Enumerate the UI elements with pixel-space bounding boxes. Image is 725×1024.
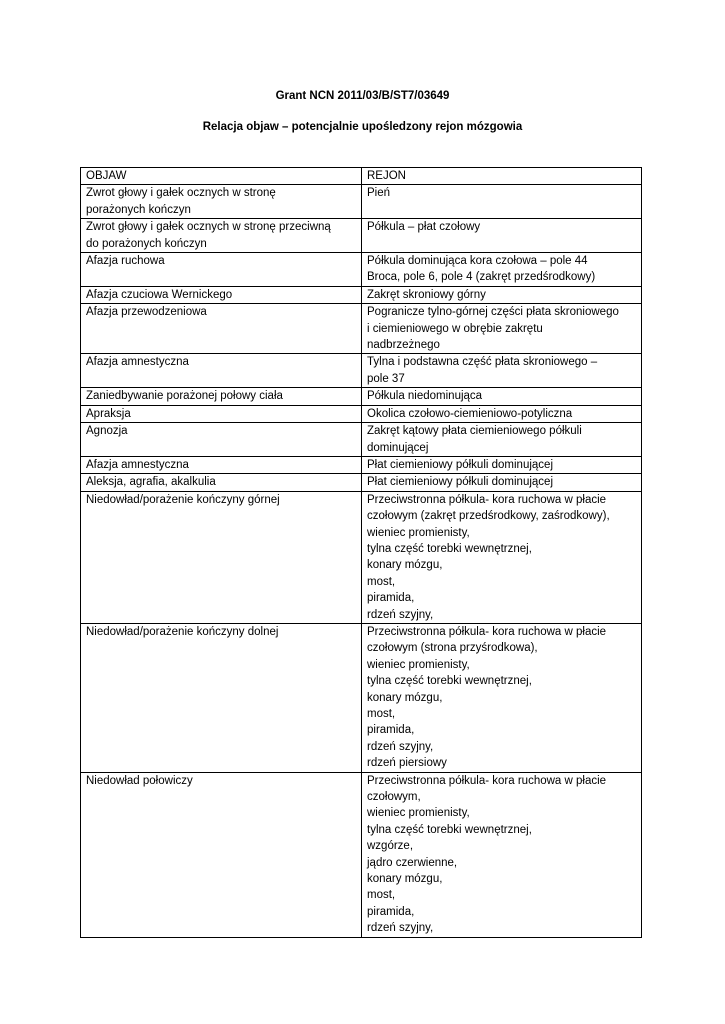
region-cell: [362, 772, 642, 937]
symptom-text-line: Afazja amnestyczna: [86, 458, 189, 471]
symptom-cell: [81, 456, 362, 473]
symptom-cell: [81, 185, 362, 219]
table-row: [81, 623, 642, 772]
region-text-line: Zakręt skroniowy górny: [367, 288, 486, 301]
region-text-line: Płat ciemieniowy półkuli dominującej: [367, 476, 554, 489]
table-row: [81, 388, 642, 405]
table-header-row: [81, 168, 642, 185]
symptom-cell: [81, 405, 362, 422]
symptom-text-line: Agnozja: [86, 425, 128, 438]
region-text-line: wzgórze,: [367, 840, 414, 853]
table-row: [81, 354, 642, 388]
region-text-line: konary mózgu,: [367, 873, 443, 886]
symptom-text-line: Niedowład połowiczy: [86, 774, 193, 787]
region-text-line: most,: [367, 708, 396, 720]
symptom-text-line: Afazja amnestyczna: [86, 356, 189, 369]
symptom-cell: [81, 304, 362, 354]
region-text-line: tylna część torebki wewnętrznej,: [367, 675, 532, 688]
region-text-line: wieniec promienisty,: [367, 526, 470, 539]
symptom-text-line: Afazja przewodzeniowa: [86, 306, 207, 319]
column-header-symptom: OBJAW: [81, 168, 362, 185]
region-text-line: rdzeń szyjny,: [367, 922, 434, 935]
region-text-line: Pogranicze tylno-górnej części płata skroniowego: [367, 306, 619, 319]
symptom-text-line: Afazja czuciowa Wernickego: [86, 288, 233, 301]
symptom-text-line: Aleksja, agrafia, akalkulia: [86, 476, 216, 489]
region-text-line: Półkula – płat czołowy: [367, 221, 481, 234]
symptom-region-table: [80, 167, 642, 938]
region-cell: [362, 286, 642, 303]
table-row: [81, 772, 642, 937]
symptom-text-line: Niedowład/porażenie kończyny górnej: [86, 493, 280, 506]
table-row: [81, 185, 642, 219]
table-row: [81, 456, 642, 473]
region-text-line: piramida,: [367, 724, 415, 737]
region-text-line: most,: [367, 575, 396, 588]
region-text-line: konary mózgu,: [367, 691, 443, 704]
region-cell: [362, 491, 642, 623]
table-row: [81, 423, 642, 457]
symptom-text-line: do porażonych kończyn: [86, 237, 207, 250]
region-text-line: czołowym (zakręt przedśrodkowy, zaśrodkowy),: [367, 510, 610, 523]
region-text-line: rdzeń szyjny,: [367, 740, 434, 753]
region-text-line: Pień: [367, 187, 391, 200]
region-text-line: rdzeń szyjny,: [367, 608, 434, 621]
symptom-cell: [81, 423, 362, 457]
region-cell: [362, 219, 642, 253]
region-text-line: Tylna i podstawna część płata skroniowego –: [367, 356, 598, 369]
region-cell: [362, 405, 642, 422]
region-cell: [362, 423, 642, 457]
table-row: [81, 491, 642, 623]
document-subtitle: Relacja objaw – potencjalnie upośledzony rejon mózgowia: [202, 121, 523, 133]
region-text-line: konary mózgu,: [367, 559, 443, 572]
region-cell: [362, 456, 642, 473]
symptom-text-line: Niedowład/porażenie kończyny dolnej: [86, 625, 279, 638]
region-text-line: Płat ciemieniowy półkuli dominującej: [367, 458, 554, 471]
table-row: [81, 286, 642, 303]
region-text-line: tylna część torebki wewnętrznej,: [367, 823, 532, 836]
region-text-line: wieniec promienisty,: [367, 658, 470, 671]
region-cell: [362, 474, 642, 491]
region-text-line: piramida,: [367, 905, 415, 918]
region-text-line: czołowym (strona przyśrodkowa),: [367, 642, 538, 655]
region-cell: [362, 185, 642, 219]
symptom-text-line: Afazja ruchowa: [86, 255, 165, 268]
region-cell: [362, 354, 642, 388]
region-cell: [362, 253, 642, 287]
symptom-text-line: Apraksja: [86, 407, 131, 420]
symptom-cell: [81, 623, 362, 772]
document-title: Grant NCN 2011/03/B/ST7/03649: [275, 90, 450, 102]
symptom-cell: [81, 772, 362, 937]
region-text-line: jądro czerwienne,: [367, 856, 458, 869]
symptom-cell: [81, 253, 362, 287]
region-text-line: Przeciwstronna półkula- kora ruchowa w płacie: [367, 774, 607, 787]
symptom-cell: [81, 491, 362, 623]
region-text-line: tylna część torebki wewnętrznej,: [367, 542, 532, 555]
region-text-line: Przeciwstronna półkula- kora ruchowa w płacie: [367, 625, 607, 638]
region-text-line: most,: [367, 889, 396, 902]
region-cell: [362, 623, 642, 772]
region-text-line: Okolica czołowo-ciemieniowo-potyliczna: [367, 407, 573, 420]
table-row: [81, 304, 642, 354]
symptom-cell: [81, 388, 362, 405]
region-text-line: wieniec promienisty,: [367, 807, 470, 820]
region-text-line: dominującej: [367, 441, 429, 454]
table-row: [81, 405, 642, 422]
region-text-line: czołowym,: [367, 791, 421, 804]
region-text-line: i ciemieniowego w obrębie zakrętu: [367, 322, 543, 335]
region-text-line: Półkula niedominująca: [367, 390, 483, 403]
region-text-line: Broca, pole 6, pole 4 (zakręt przedśrodkowy): [367, 271, 596, 284]
symptom-text-line: Zwrot głowy i gałek ocznych w stronę przeciwną: [86, 221, 331, 234]
symptom-cell: [81, 286, 362, 303]
symptom-cell: [81, 219, 362, 253]
symptom-text-line: porażonych kończyn: [86, 203, 191, 216]
region-text-line: pole 37: [367, 372, 405, 385]
table-row: [81, 253, 642, 287]
table-row: [81, 474, 642, 491]
region-text-line: rdzeń piersiowy: [367, 757, 447, 770]
symptom-cell: [81, 354, 362, 388]
symptom-text-line: Zaniedbywanie porażonej połowy ciała: [86, 390, 283, 403]
table-row: [81, 219, 642, 253]
region-text-line: Półkula dominująca kora czołowa – pole 44: [367, 255, 588, 268]
region-cell: [362, 388, 642, 405]
region-text-line: piramida,: [367, 592, 415, 605]
symptom-cell: [81, 474, 362, 491]
region-cell: [362, 304, 642, 354]
region-text-line: Zakręt kątowy płata ciemieniowego półkuli: [367, 425, 582, 438]
column-header-region: REJON: [362, 168, 642, 185]
region-text-line: nadbrzeżnego: [367, 339, 440, 352]
region-text-line: Przeciwstronna półkula- kora ruchowa w płacie: [367, 493, 607, 506]
symptom-text-line: Zwrot głowy i gałek ocznych w stronę: [86, 187, 276, 200]
